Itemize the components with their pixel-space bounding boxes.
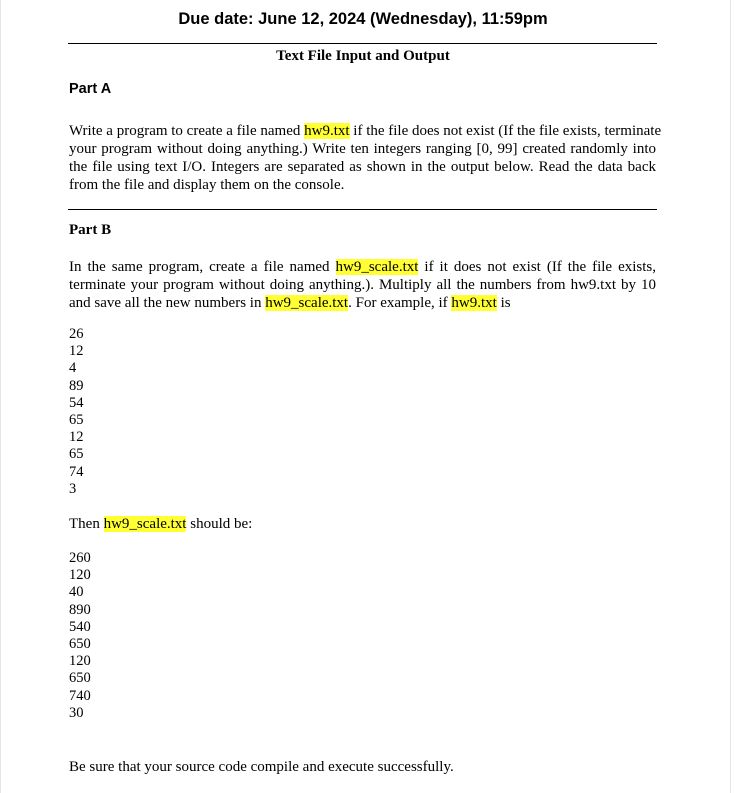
part-b-line-1: In the same program, create a file named hw9_scale.txt if it does not exist (If the file exists, — [69, 259, 656, 275]
part-a-line-3: the file using text I/O. Integers are separated as shown in the output below. Read the data back — [69, 159, 656, 175]
part-b-paragraph — [69, 258, 656, 312]
then-line: Then hw9_scale.txt should be: — [69, 516, 253, 532]
list-item: 30 — [69, 704, 84, 721]
page-title: Text File Input and Output — [276, 48, 450, 64]
filename-highlight: hw9.txt — [451, 295, 497, 311]
filename-highlight: hw9_scale.txt — [103, 516, 187, 532]
list-item: 740 — [69, 687, 91, 704]
list-item: 12 — [69, 343, 84, 360]
part-a-line-2: your program without doing anything.) Write ten integers ranging [0, 99] created randomly into — [69, 141, 656, 157]
part-b-line-2: terminate your program without doing anything.). Multiply all the numbers from hw9.txt by 10 — [69, 277, 656, 293]
list-item: 74 — [69, 463, 84, 480]
list-item: 260 — [69, 550, 91, 566]
part-a-paragraph — [69, 122, 662, 194]
list-item: 65 — [69, 446, 84, 463]
list-item: 89 — [69, 377, 84, 394]
list-item: 650 — [69, 670, 91, 687]
page-border-right — [730, 0, 731, 793]
filename-highlight: hw9_scale.txt — [335, 259, 419, 275]
list-item: 26 — [69, 326, 84, 342]
original-numbers-list — [69, 326, 84, 498]
list-item: 890 — [69, 601, 91, 618]
page-border-left — [0, 0, 1, 793]
part-a-line-4: from the file and display them on the console. — [69, 177, 345, 193]
list-item: 4 — [69, 360, 77, 377]
part-a-heading: Part A — [69, 81, 112, 97]
filename-highlight: hw9.txt — [304, 123, 350, 139]
due-date-heading: Due date: June 12, 2024 (Wednesday), 11:59pm — [178, 10, 548, 28]
list-item: 54 — [69, 394, 84, 411]
footer-note: Be sure that your source code compile and execute successfully. — [69, 759, 454, 775]
list-item: 12 — [69, 429, 84, 446]
scaled-numbers-list — [69, 550, 91, 722]
part-a-line-1: Write a program to create a file named hw9.txt if the file does not exist (If the file exists, terminate — [69, 123, 662, 139]
part-b-heading: Part B — [69, 222, 112, 238]
list-item: 650 — [69, 635, 91, 652]
list-item: 40 — [69, 584, 84, 601]
list-item: 540 — [69, 618, 91, 635]
list-item: 3 — [69, 480, 77, 497]
divider-middle — [68, 209, 657, 210]
list-item: 120 — [69, 567, 91, 584]
divider-top — [68, 43, 657, 44]
part-b-line-3: and save all the new numbers in hw9_scale.txt. For example, if hw9.txt is — [69, 295, 511, 311]
list-item: 120 — [69, 653, 91, 670]
filename-highlight: hw9_scale.txt — [265, 295, 349, 311]
list-item: 65 — [69, 411, 84, 428]
